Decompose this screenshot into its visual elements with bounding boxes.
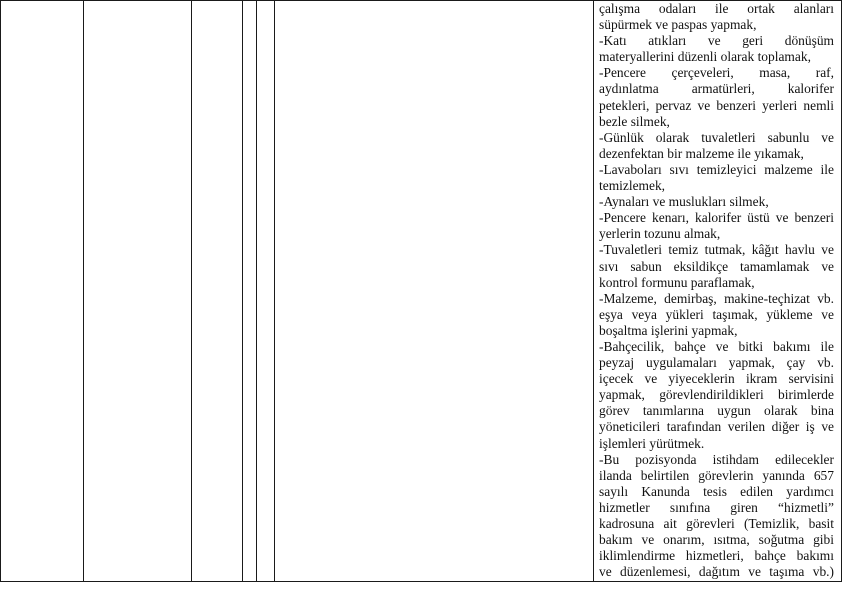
text-line: işlemleri yürütmek. [599,435,705,451]
text-line: kadrosuna ait görevleri (Temizlik, basit [599,516,834,531]
text-line: eşya veya yükleri taşımak, yükleme ve [599,306,834,322]
text-line: -Malzeme, demirbaş, makine-teçhizat vb. [599,290,834,306]
column-divider [841,0,842,582]
text-line: ve düzenlemesi, dağıtım ve taşıma vb.) [599,564,834,580]
text-line: sayılı Kanunda tesis edilen yardımcı [599,483,834,499]
text-line: -Bahçecilik, bahçe ve bitki bakımı ile [599,338,834,354]
column-divider [83,0,84,582]
text-line: ilanda belirtilen görevlerin yanında 657 [599,467,834,483]
table-bottom-border [0,581,842,582]
column-divider [256,0,257,582]
column-divider [593,0,594,582]
text-line: aydınlatma armatürleri, kalorifer [599,81,834,97]
column-divider [242,0,243,582]
text-line: -Günlük olarak tuvaletleri sabunlu ve [599,129,834,145]
duty-description-cell [599,1,834,580]
text-line: kontrol formunu paraflamak, [599,274,755,290]
text-line: iklimlendirme hizmetleri, bahçe bakımı [599,548,834,564]
text-line: temizlemek, [599,178,666,194]
text-line: -Pencere kenarı, kalorifer üstü ve benzeri [599,210,834,226]
text-line: görev tanımlarına uygun olarak bina [599,403,834,419]
text-line: -Katı atıkları ve geri dönüşüm [599,33,834,49]
text-line: -Lavaboları sıvı temizleyici malzeme ile [599,161,834,177]
text-line: dezenfektan bir malzeme ile yıkamak, [599,145,804,161]
text-line: bakım ve onarım, ısıtma, soğutma gibi [599,532,834,548]
column-divider [274,0,275,582]
text-line: peyzaj uygulamaları yapmak, çay vb. [599,355,834,371]
text-line: -Tuvaletleri temiz tutmak, kâğıt havlu ve [599,242,834,258]
text-line: içecek ve yiyeceklerin ikram servisini [599,371,834,387]
text-line: yapmak, görevlendirildikleri birimlerde [599,387,834,403]
column-divider [191,0,192,582]
text-line: sıvı sabun eksildikçe tamamlamak ve [599,258,834,274]
text-line: süpürmek ve paspas yapmak, [599,17,757,33]
text-line: çalışma odaları ile ortak alanları [599,1,834,16]
text-line: -Aynaları ve muslukları silmek, [599,194,769,210]
text-line: yöneticileri tarafından verilen diğer iş ve [599,419,834,435]
text-line: materyallerini düzenli olarak toplamak, [599,49,811,65]
text-line: -Pencere çerçeveleri, masa, raf, [599,65,834,81]
text-line: yerlerin tozunu almak, [599,226,721,242]
text-line: bezle silmek, [599,113,670,129]
column-divider [0,0,1,582]
text-line: petekleri, pervaz ve benzeri yerleri nemli [599,97,834,113]
text-line: -Bu pozisyonda istihdam edilecekler [599,451,834,467]
text-line: hizmetler sınıfına giren “hizmetli” [599,499,834,515]
text-line: boşaltma işlerini yapmak, [599,322,738,338]
